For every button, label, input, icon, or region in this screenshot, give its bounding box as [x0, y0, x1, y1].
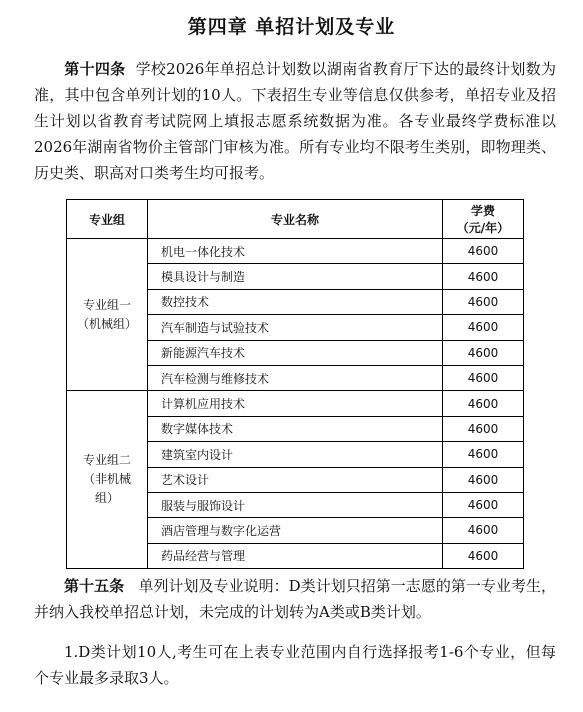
article-15-label: 第十五条 [64, 577, 125, 595]
major-name: 药品经营与管理 [148, 543, 443, 568]
major-name: 计算机应用技术 [148, 391, 443, 416]
major-fee: 4600 [443, 289, 524, 314]
major-fee: 4600 [443, 264, 524, 289]
major-fee: 4600 [443, 239, 524, 264]
table-row [67, 239, 524, 264]
major-fee: 4600 [443, 340, 524, 365]
group-2-name-line1: 专业组二 [82, 453, 131, 468]
major-name: 数控技术 [148, 289, 443, 314]
major-fee: 4600 [443, 518, 524, 543]
group-2-name-line3: 组） [94, 491, 119, 506]
major-fee: 4600 [443, 467, 524, 492]
header-group: 专业组 [67, 200, 148, 239]
article-15-text: 单列计划及专业说明：D类计划只招第一志愿的第一专业考生，并纳入我校单招总计划，未完成的计划转为A类或B类计划。 [34, 577, 556, 621]
major-name: 建筑室内设计 [148, 442, 443, 467]
group-1-name-line1: 专业组一 [82, 297, 131, 312]
major-name: 艺术设计 [148, 467, 443, 492]
table-header-row [67, 200, 524, 239]
major-name: 服装与服饰设计 [148, 492, 443, 517]
major-fee: 4600 [443, 365, 524, 390]
major-fee: 4600 [443, 492, 524, 517]
article-14-label: 第十四条 [64, 60, 126, 78]
article-14 [34, 56, 556, 186]
major-fee: 4600 [443, 442, 524, 467]
header-fee-line2: （元/年） [456, 221, 510, 235]
item-1 [34, 639, 556, 691]
major-fee: 4600 [443, 315, 524, 340]
group-1-name-line2: （机械组） [76, 316, 137, 331]
group-1-cell [67, 239, 148, 391]
header-major: 专业名称 [148, 200, 443, 239]
major-name: 新能源汽车技术 [148, 340, 443, 365]
major-plan-table [66, 199, 524, 569]
header-fee-line1: 学费 [470, 204, 495, 218]
group-2-name-line2: （非机械 [82, 472, 131, 487]
major-name: 汽车检测与维修技术 [148, 365, 443, 390]
major-name: 数字媒体技术 [148, 416, 443, 441]
major-fee: 4600 [443, 416, 524, 441]
major-fee: 4600 [443, 543, 524, 568]
article-15 [34, 573, 556, 625]
major-name: 模具设计与制造 [148, 264, 443, 289]
group-2-cell [67, 391, 148, 569]
table-row [67, 391, 524, 416]
item-1-text: 1.D类计划10人,考生可在上表专业范围内自行选择报考1-6个专业，但每个专业最多录取3人。 [34, 643, 556, 687]
major-fee: 4600 [443, 391, 524, 416]
major-name: 机电一体化技术 [148, 239, 443, 264]
header-fee [443, 200, 524, 239]
major-name: 汽车制造与试验技术 [148, 315, 443, 340]
article-14-text: 学校2026年单招总计划数以湖南省教育厅下达的最终计划数为准，其中包含单列计划的10人。下表招生专业等信息仅供参考，单招专业及招生计划以省教育考试院网上填报志愿系统数据为准。各专业最终学费标准以2026年湖南省物价主管部门审核为准。所有专业均不限考生类别，即物理类、历史类、职高对口类考生均可报考。 [34, 60, 556, 182]
chapter-title: 第四章 单招计划及专业 [187, 16, 396, 38]
major-name: 酒店管理与数字化运营 [148, 518, 443, 543]
